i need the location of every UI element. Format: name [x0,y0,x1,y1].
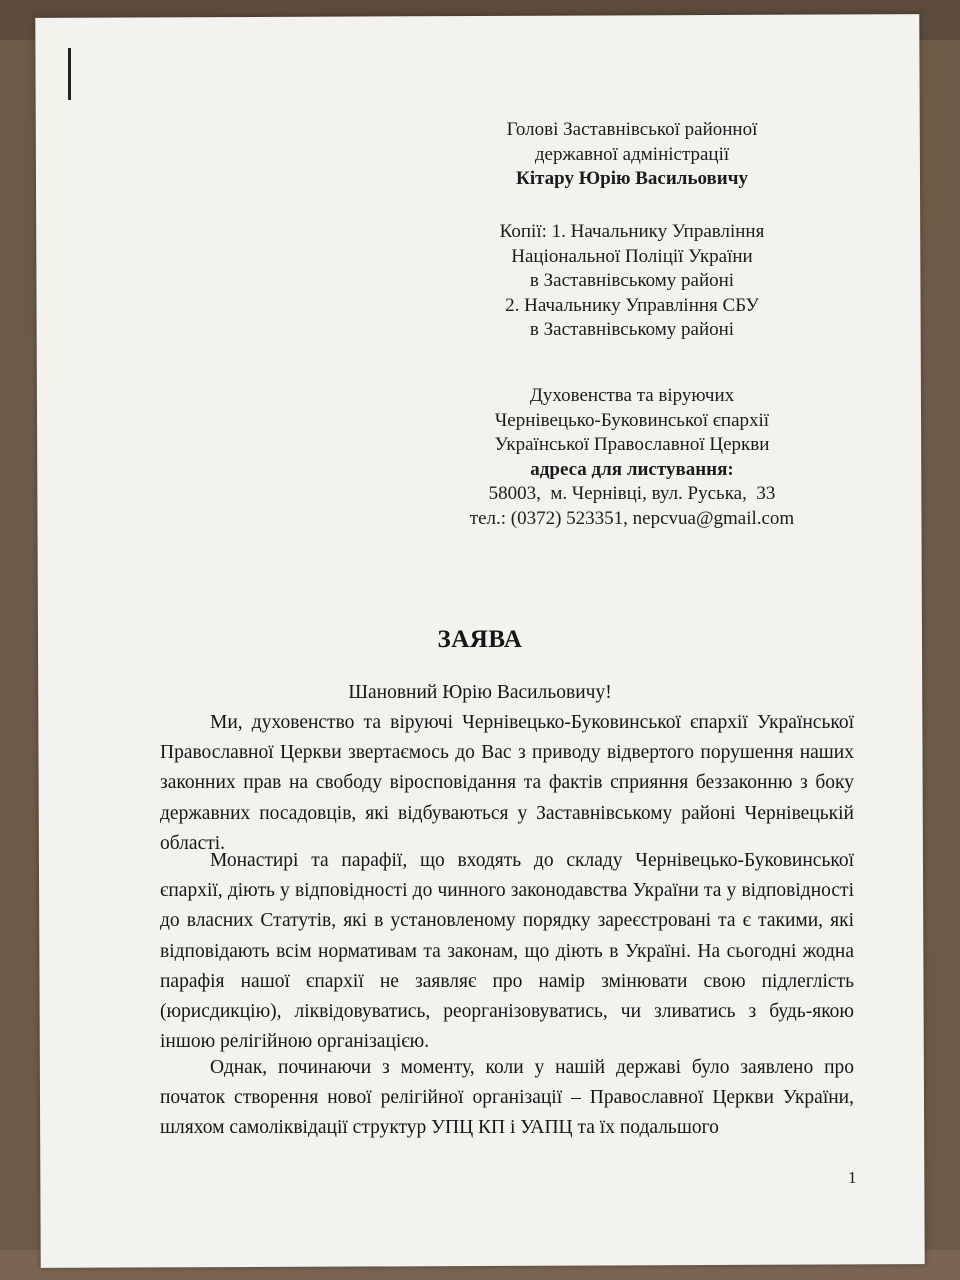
body-text [160,1053,854,1144]
paragraph: Однак, починаючи з моменту, коли у нашій державі було заявлено про початок створення нової релігійної організації – Православної Церкви України, шляхом самоліквідації структур УПЦ КП і УАПЦ та їх подальшого [160,1057,854,1139]
copies-line: Копії: 1. Начальнику Управління [499,221,765,242]
sender-block [462,384,802,531]
sender-line: Чернівецько-Буковинської єпархії [494,409,770,431]
page-number: 1 [848,1168,857,1187]
paragraph: Ми, духовенство та віруючі Чернівецько-Буковинської єпархії Української Православної Церкви звертаємось до Вас з приводу відвертого порушення наших законних прав на свободу віросповідання та фактів сприяння беззаконню з боку державних посадовців, які відбуваються у Заставнівському районі Чернівецькій області. [160,712,854,854]
recipient-name: Кітару Юрію Васильовичу [516,168,748,189]
contact-line: тел.: (0372) 523351, nepcvua@gmail.com [469,507,795,529]
document-title: ЗАЯВА [437,626,523,653]
recipient-line: державної адміністрації [534,143,730,165]
address-label: адреса для листування: [530,458,734,480]
recipient-line: Голові Заставнівської районної [506,119,758,140]
salutation: Шановний Юрію Васильовичу! [348,682,612,703]
recipient-block [462,118,802,192]
pen-mark [68,48,71,100]
paragraph: Монастирі та парафії, що входять до складу Чернівецько-Буковинської єпархії, діють у відповідності до чинного законодавства України та у відповідності до власних Статутів, які в установленому порядку зареєстровані та є такими, які відповідають всім нормативам та законам, що діють в Україні. На сьогодні жодна парафія нашої єпархії не заявляє про намір змінювати свою підлеглість (юрисдикцію), ліквідовуватись, реорганізовуватись, чи зливатись з будь-якою іншою релігійною організацією. [160,850,854,1053]
body-text [160,708,854,859]
copies-line: Національної Поліції України [511,245,753,267]
copies-block [462,220,802,343]
copies-line: в Заставнівському районі [529,319,735,340]
postal-address: 58003, м. Чернівці, вул. Руська, 33 [488,483,776,504]
copies-line: 2. Начальнику Управління СБУ [505,294,759,316]
body-text [160,846,854,1057]
sender-line: Духовенства та віруючих [529,385,735,406]
sender-line: Української Православної Церкви [494,434,770,455]
copies-line: в Заставнівському районі [529,270,735,291]
